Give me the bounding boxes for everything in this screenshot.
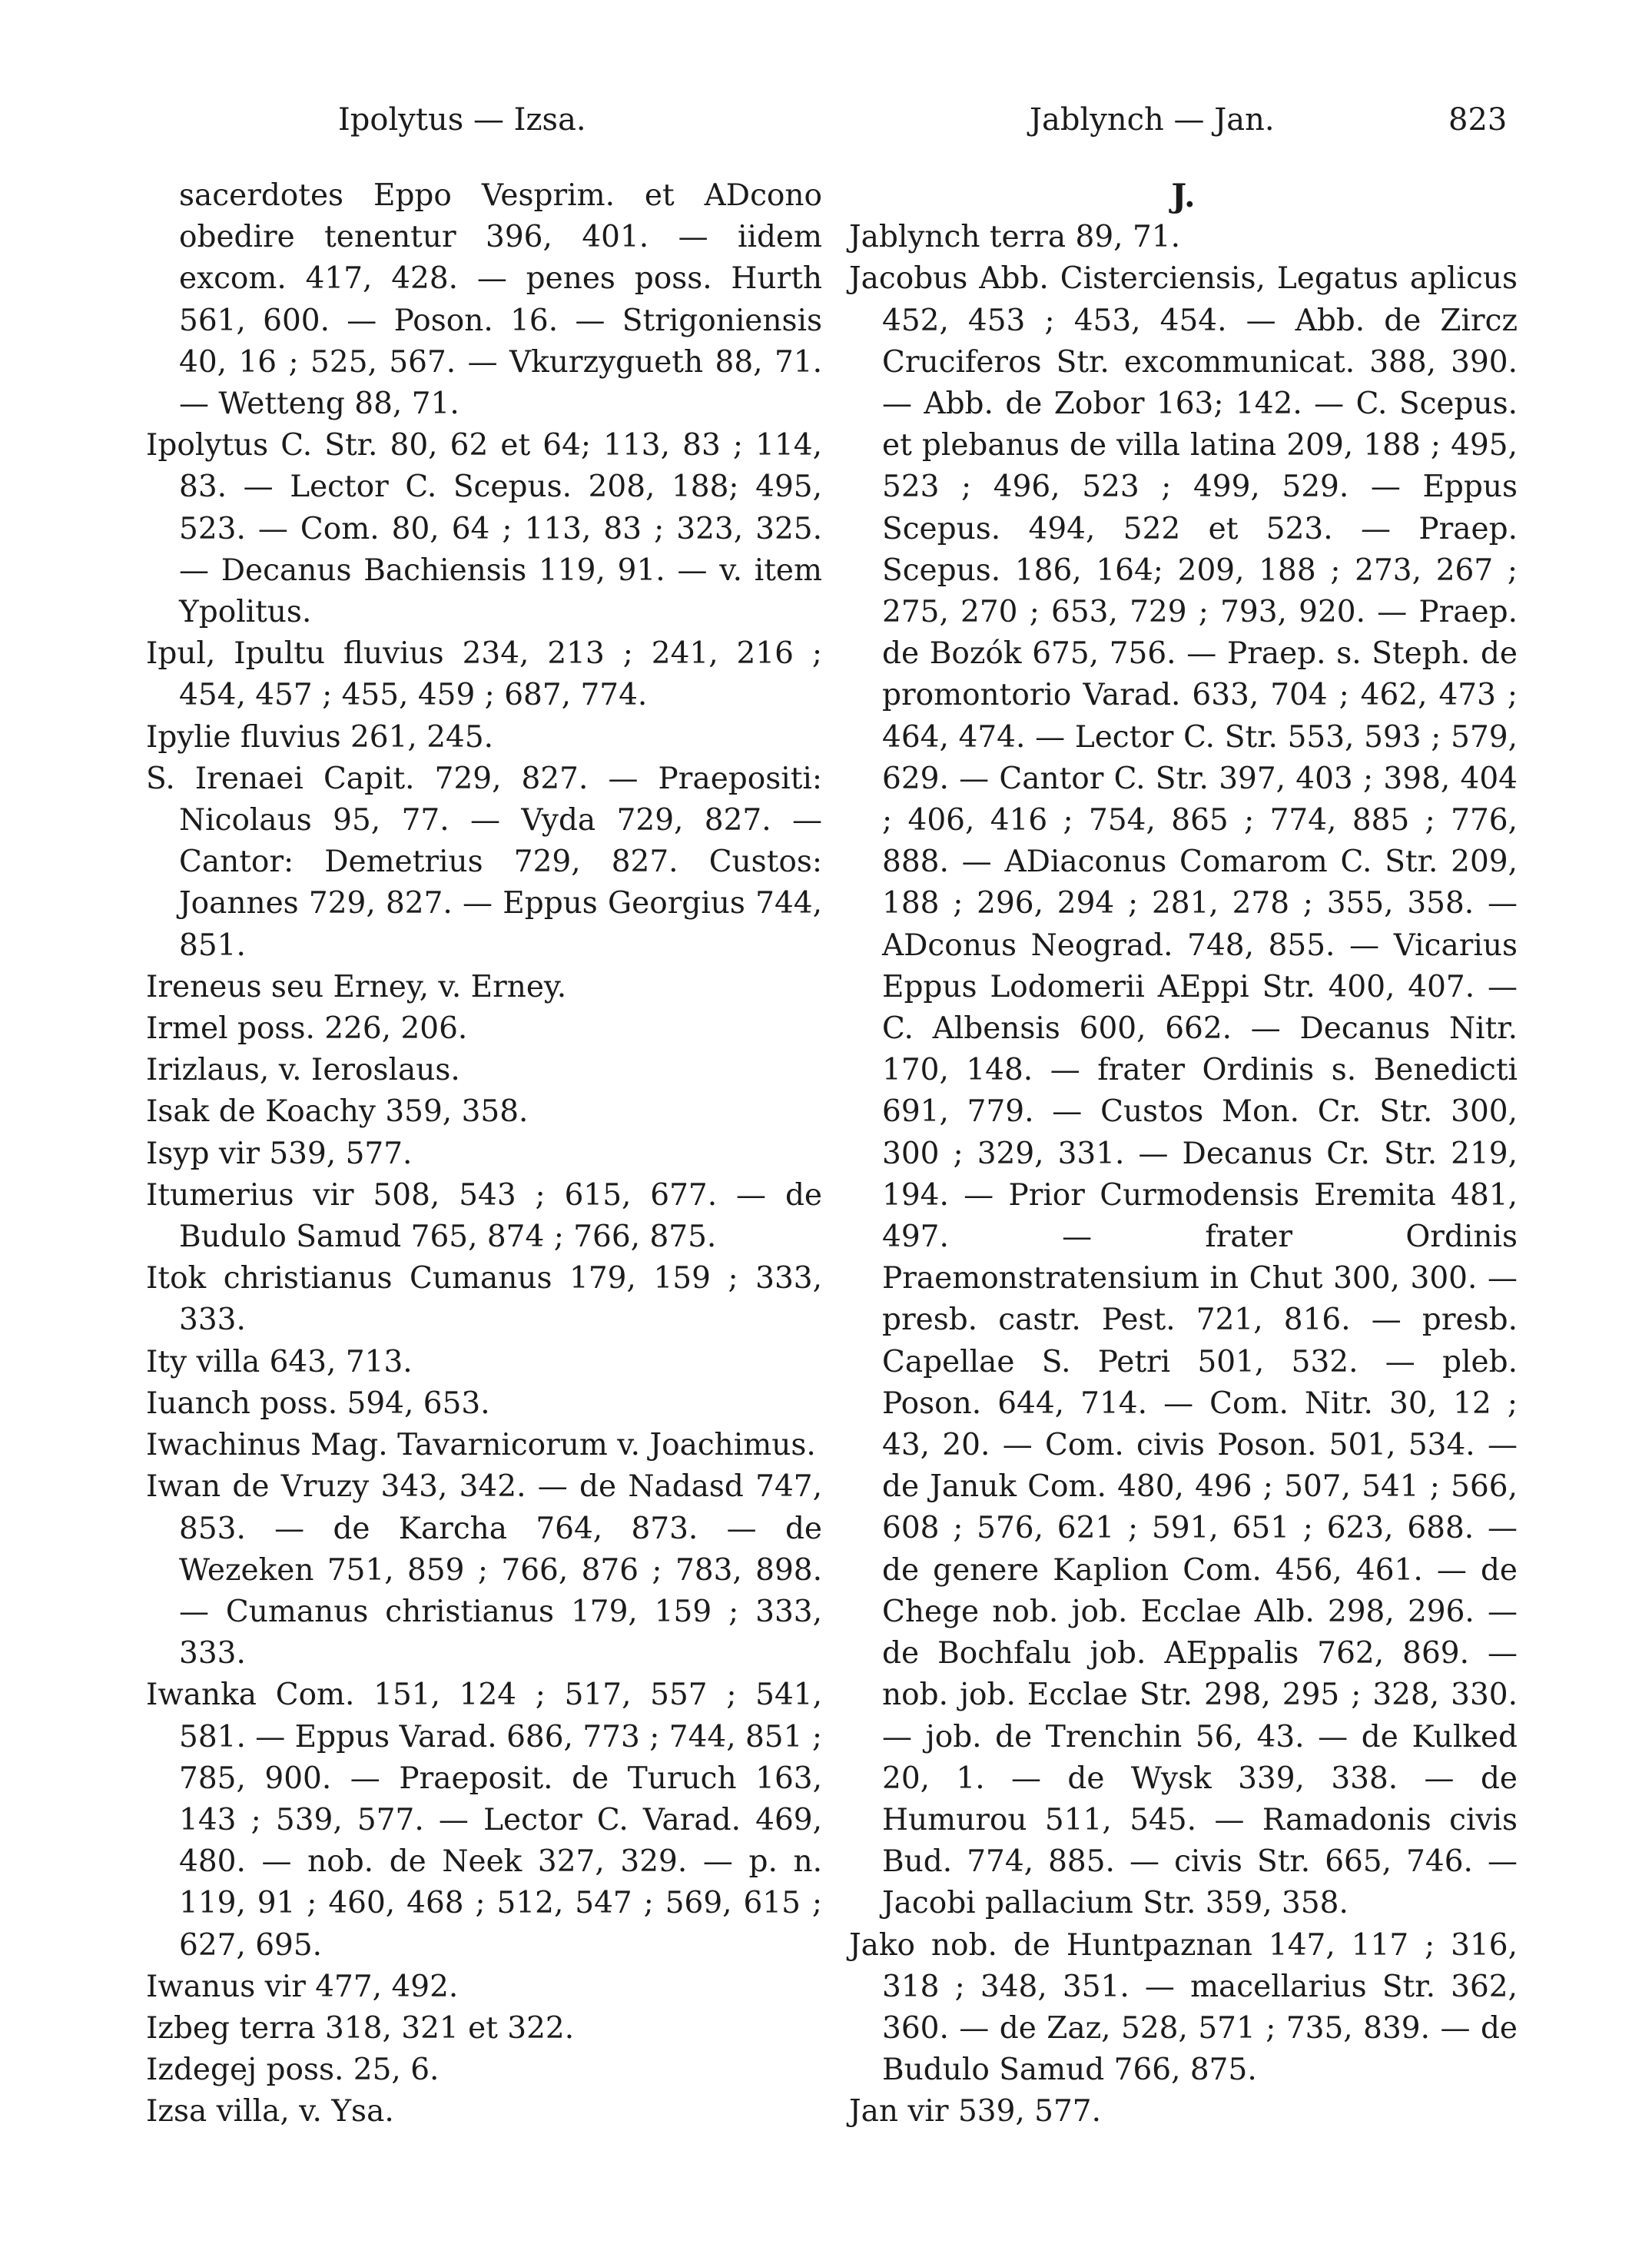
index-entry: Ipul, Ipultu fluvius 234, 213 ; 241, 216 ; 454, 457 ; 455, 459 ; 687, 774.	[146, 636, 822, 713]
index-entry: Isyp vir 539, 577.	[146, 1136, 413, 1171]
index-entry: Jacobus Abb. Cisterciensis, Legatus aplicus 452, 453 ; 453, 454. — Abb. de Zircz Cruciferos Str. excommunicat. 388, 390. — Abb. de Zobor 163; 142. — C. Scepus. et plebanus de villa latina 209, 188 ; 495, 523 ; 496, 523 ; 499, 529. — Eppus Scepus. 494, 522 et 523. — Praep. Scepus. 186, 164; 209, 188 ; 273, 267 ; 275, 270 ; 653, 729 ; 793, 920. — Praep. de Bozók 675, 756. — Praep. s. Steph. de promontorio Varad. 633, 704 ; 462, 473 ; 464, 474. — Lector C. Str. 553, 593 ; 579, 629. — Cantor C. Str. 397, 403 ; 398, 404 ; 406, 416 ; 754, 865 ; 774, 885 ; 776, 888. — ADiaconus Comarom C. Str. 209, 188 ; 296, 294 ; 281, 278 ; 355, 358. — ADconus Neograd. 748, 855. — Vicarius Eppus Lodomerii AEppi Str. 400, 407. — C. Albensis 600, 662. — Decanus Nitr. 170, 148. — frater Ordinis s. Benedicti 691, 779. — Custos Mon. Cr. Str. 300, 300 ; 329, 331. — Decanus Cr. Str. 219, 194. — Prior Curmodensis Eremita 481, 497. — frater Ordinis Praemonstratensium in Chut 300, 300. — presb. castr. Pest. 721, 816. — presb. Capellae S. Petri 501, 532. — pleb. Poson. 644, 714. — Com. Nitr. 30, 12 ; 43, 20. — Com. civis Poson. 501, 534. — de Januk Com. 480, 496 ; 507, 541 ; 566, 608 ; 576, 621 ; 591, 651 ; 623, 688. — de genere Kaplion Com. 456, 461. — de Chege nob. job. Ecclae Alb. 298, 296. — de Bochfalu job. AEppalis 762, 869. — nob. job. Ecclae Str. 298, 295 ; 328, 330. — job. de Trenchin 56, 43. — de Kulked 20, 1. — de Wysk 339, 338. — de Humurou 511, 545. — Ramadonis civis Bud. 774, 885. — civis Str. 665, 746. — Jacobi pallacium Str. 359, 358.	[849, 261, 1518, 1921]
index-entry: Izbeg terra 318, 321 et 322.	[146, 2010, 575, 2046]
index-entry: Jablynch terra 89, 71.	[849, 220, 1180, 255]
index-entry: Jan vir 539, 577.	[849, 2094, 1102, 2129]
index-entry: Itok christianus Cumanus 179, 159 ; 333, 333.	[146, 1261, 822, 1338]
index-entry: Jako nob. de Huntpaznan 147, 117 ; 316, 318 ; 348, 351. — macellarius Str. 362, 360. — de Zaz, 528, 571 ; 735, 839. — de Budulo Samud 766, 875.	[849, 1927, 1518, 2088]
index-entry: Iwan de Vruzy 343, 342. — de Nadasd 747, 853. — de Karcha 764, 873. — de Wezeken 751, 859 ; 766, 876 ; 783, 898. — Cumanus christianus 179, 159 ; 333, 333.	[146, 1469, 822, 1671]
index-entry: Irizlaus, v. Ieroslaus.	[146, 1053, 460, 1088]
index-entry: Ipolytus C. Str. 80, 62 et 64; 113, 83 ; 114, 83. — Lector C. Scepus. 208, 188; 495, 523. — Com. 80, 64 ; 113, 83 ; 323, 325. — Decanus Bachiensis 119, 91. — v. item Ypolitus.	[146, 428, 822, 630]
index-entry: Ireneus seu Erney, v. Erney.	[146, 969, 567, 1004]
index-entry: Ipylie fluvius 261, 245.	[146, 719, 494, 755]
index-entry: Isak de Koachy 359, 358.	[146, 1094, 529, 1130]
index-entry: Izdegej poss. 25, 6.	[146, 2053, 440, 2088]
index-entry: Itumerius vir 508, 543 ; 615, 677. — de Budulo Samud 765, 874 ; 766, 875.	[146, 1177, 822, 1255]
index-entry: sacerdotes Eppo Vesprim. et ADcono obedire tenentur 396, 401. — iidem excom. 417, 428. — penes poss. Hurth 561, 600. — Poson. 16. — Strigoniensis 40, 16 ; 525, 567. — Vkurzygueth 88, 71. — Wetteng 88, 71.	[179, 178, 822, 422]
index-entry: Ity villa 643, 713.	[146, 1344, 413, 1379]
page-number: 823	[1448, 102, 1508, 138]
index-entry: Iwanus vir 477, 492.	[146, 1969, 459, 2004]
index-column-right	[849, 175, 1518, 2133]
index-entry: Izsa villa, v. Ysa.	[146, 2094, 394, 2129]
index-entry: Iwanka Com. 151, 124 ; 517, 557 ; 541, 581. — Eppus Varad. 686, 773 ; 744, 851 ; 785, 900. — Praeposit. de Turuch 163, 143 ; 539, 577. — Lector C. Varad. 469, 480. — nob. de Neek 327, 329. — p. n. 119, 91 ; 460, 468 ; 512, 547 ; 569, 615 ; 627, 695.	[146, 1678, 822, 1963]
index-entry: Irmel poss. 226, 206.	[146, 1011, 468, 1047]
running-head-left: Ipolytus — Izsa.	[338, 102, 586, 138]
index-column-left	[146, 175, 822, 2133]
index-entry: S. Irenaei Capit. 729, 827. — Praepositi: Nicolaus 95, 77. — Vyda 729, 827. — Cantor: Demetrius 729, 827. Custos: Joannes 729, 827. — Eppus Georgius 744, 851.	[146, 761, 822, 963]
index-entry: Iwachinus Mag. Tavarnicorum v. Joachimus.	[146, 1428, 816, 1463]
section-letter: J.	[1171, 177, 1196, 214]
running-head-center: Jablynch — Jan.	[1030, 102, 1275, 138]
index-entry: Iuanch poss. 594, 653.	[146, 1386, 490, 1421]
